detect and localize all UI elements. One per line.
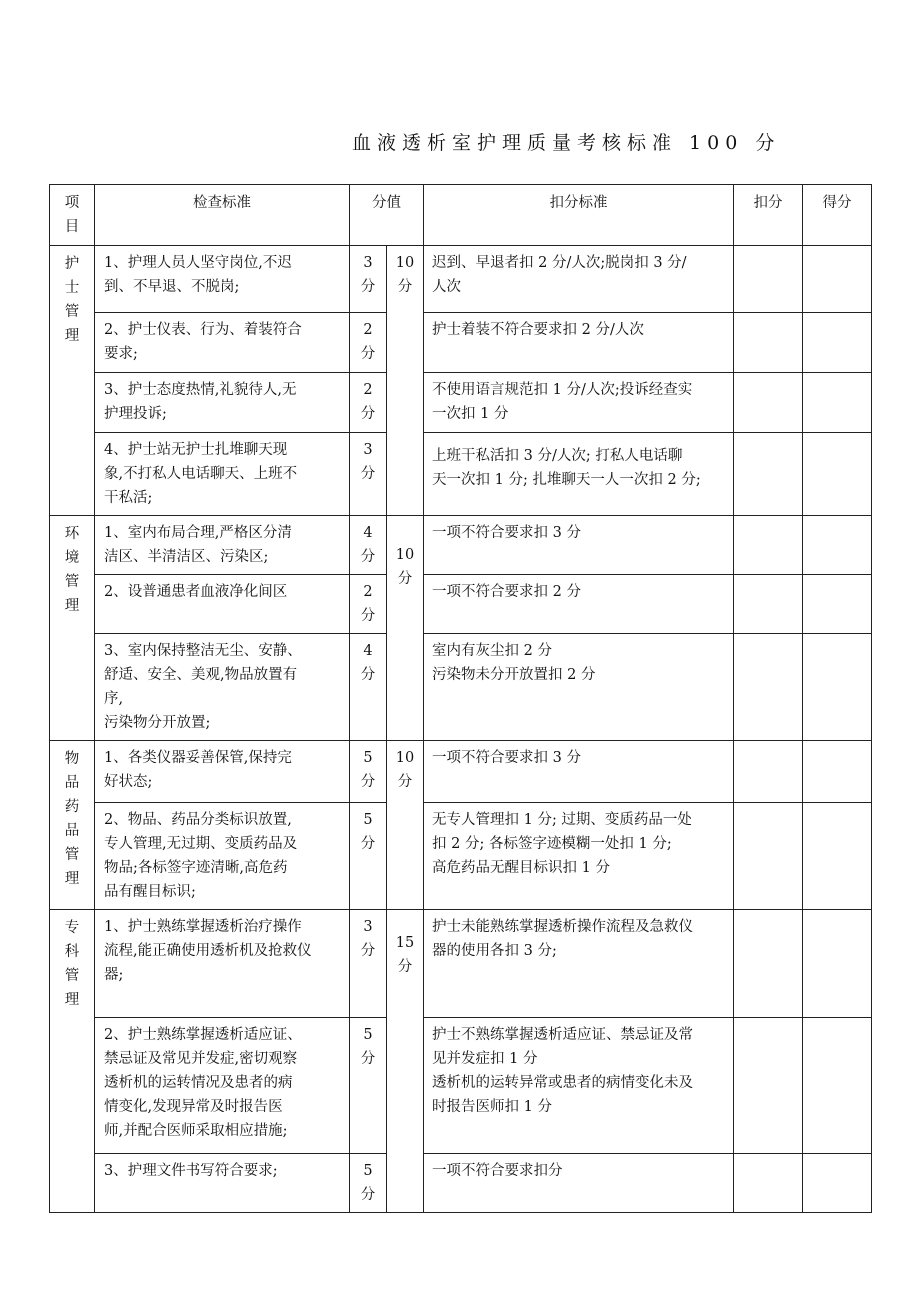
deducted-input-cell[interactable] — [734, 803, 803, 910]
deduction-cell: 护士着装不符合要求扣 2 分/人次 — [424, 313, 734, 373]
deducted-input-cell[interactable] — [734, 516, 803, 575]
score-cell: 5 分 — [350, 1018, 387, 1154]
section-name: 环 境 管 理 — [50, 516, 95, 741]
deducted-input-cell[interactable] — [734, 1018, 803, 1154]
deduction-cell: 一项不符合要求扣 3 分 — [424, 741, 734, 803]
deducted-input-cell[interactable] — [734, 741, 803, 803]
gained-input-cell[interactable] — [803, 313, 872, 373]
gained-input-cell[interactable] — [803, 433, 872, 516]
standard-cell: 4、护士站无护士扎堆聊天现 象,不打私人电话聊天、上班不 干私活; — [95, 433, 350, 516]
header-standard: 检查标准 — [95, 185, 350, 246]
standard-cell: 2、设普通患者血液净化间区 — [95, 575, 350, 634]
standard-cell: 1、各类仪器妥善保管,保持完 好状态; — [95, 741, 350, 803]
standard-cell: 2、护士仪表、行为、着装符合 要求; — [95, 313, 350, 373]
deducted-input-cell[interactable] — [734, 433, 803, 516]
table-row — [50, 433, 872, 516]
score-cell: 4 分 — [350, 516, 387, 575]
deducted-input-cell[interactable] — [734, 575, 803, 634]
deduction-cell: 护士不熟练掌握透析适应证、禁忌证及常 见并发症扣 1 分 透析机的运转异常或患者的病情变化未及 时报告医师扣 1 分 — [424, 1018, 734, 1154]
table-row — [50, 516, 872, 575]
gained-input-cell[interactable] — [803, 1018, 872, 1154]
table-row — [50, 313, 872, 373]
score-cell: 3 分 — [350, 910, 387, 1018]
table-row — [50, 1018, 872, 1154]
deducted-input-cell[interactable] — [734, 246, 803, 313]
standard-cell: 3、室内保持整洁无尘、安静、 舒适、安全、美观,物品放置有 序, 污染物分开放置; — [95, 634, 350, 741]
gained-input-cell[interactable] — [803, 634, 872, 741]
gained-input-cell[interactable] — [803, 373, 872, 433]
table-row — [50, 803, 872, 910]
deduction-cell: 一项不符合要求扣 2 分 — [424, 575, 734, 634]
header-row — [50, 185, 872, 246]
deduction-cell: 不使用语言规范扣 1 分/人次;投诉经查实 一次扣 1 分 — [424, 373, 734, 433]
standard-cell: 1、室内布局合理,严格区分清 洁区、半清洁区、污染区; — [95, 516, 350, 575]
score-cell: 2 分 — [350, 373, 387, 433]
table-row — [50, 373, 872, 433]
deduction-cell: 无专人管理扣 1 分; 过期、变质药品一处 扣 2 分; 各标签字迹模糊一处扣 1 分; 高危药品无醒目标识扣 1 分 — [424, 803, 734, 910]
score-cell: 3 分 — [350, 433, 387, 516]
gained-input-cell[interactable] — [803, 516, 872, 575]
table-row — [50, 634, 872, 741]
deduction-cell: 室内有灰尘扣 2 分 污染物未分开放置扣 2 分 — [424, 634, 734, 741]
header-deducted: 扣分 — [734, 185, 803, 246]
section-total: 15 分 — [387, 910, 424, 1213]
gained-input-cell[interactable] — [803, 246, 872, 313]
score-cell: 5 分 — [350, 1154, 387, 1213]
standard-cell: 3、护理文件书写符合要求; — [95, 1154, 350, 1213]
section-name: 护 士 管 理 — [50, 246, 95, 516]
table-row — [50, 741, 872, 803]
section-name: 物 品 药 品 管 理 — [50, 741, 95, 910]
standard-cell: 1、护理人员人坚守岗位,不迟 到、不早退、不脱岗; — [95, 246, 350, 313]
gained-input-cell[interactable] — [803, 910, 872, 1018]
header-gained: 得分 — [803, 185, 872, 246]
score-cell: 5 分 — [350, 803, 387, 910]
section-name: 专 科 管 理 — [50, 910, 95, 1213]
standard-cell: 1、护士熟练掌握透析治疗操作 流程,能正确使用透析机及抢救仪 器; — [95, 910, 350, 1018]
deduction-cell: 上班干私活扣 3 分/人次; 打私人电话聊 天一次扣 1 分; 扎堆聊天一人一次扣 2 分; — [424, 433, 734, 516]
standard-cell: 2、护士熟练掌握透析适应证、 禁忌证及常见并发症,密切观察 透析机的运转情况及患者的病 情变化,发现异常及时报告医 师,并配合医师采取相应措施; — [95, 1018, 350, 1154]
standard-cell: 2、物品、药品分类标识放置, 专人管理,无过期、变质药品及 物品;各标签字迹清晰,高危药 品有醒目标识; — [95, 803, 350, 910]
table-row — [50, 246, 872, 313]
score-cell: 4 分 — [350, 634, 387, 741]
section-total: 10 分 — [387, 516, 424, 741]
deduction-cell: 一项不符合要求扣分 — [424, 1154, 734, 1213]
deducted-input-cell[interactable] — [734, 1154, 803, 1213]
table-row — [50, 575, 872, 634]
score-cell: 3 分 — [350, 246, 387, 313]
deduction-cell: 一项不符合要求扣 3 分 — [424, 516, 734, 575]
deduction-cell: 迟到、早退者扣 2 分/人次;脱岗扣 3 分/ 人次 — [424, 246, 734, 313]
gained-input-cell[interactable] — [803, 741, 872, 803]
header-item: 项 目 — [50, 185, 95, 246]
score-cell: 5 分 — [350, 741, 387, 803]
gained-input-cell[interactable] — [803, 803, 872, 910]
score-cell: 2 分 — [350, 575, 387, 634]
deducted-input-cell[interactable] — [734, 910, 803, 1018]
table-row — [50, 910, 872, 1018]
section-total: 10 分 — [387, 246, 424, 516]
score-cell: 2 分 — [350, 313, 387, 373]
deducted-input-cell[interactable] — [734, 634, 803, 741]
section-total: 10 分 — [387, 741, 424, 910]
gained-input-cell[interactable] — [803, 1154, 872, 1213]
header-score: 分值 — [350, 185, 424, 246]
table-row — [50, 1154, 872, 1213]
deduction-cell: 护士未能熟练掌握透析操作流程及急救仪 器的使用各扣 3 分; — [424, 910, 734, 1018]
page-title: 血液透析室护理质量考核标准 100 分 — [352, 132, 781, 154]
deducted-input-cell[interactable] — [734, 313, 803, 373]
standard-cell: 3、护士态度热情,礼貌待人,无 护理投诉; — [95, 373, 350, 433]
deducted-input-cell[interactable] — [734, 373, 803, 433]
gained-input-cell[interactable] — [803, 575, 872, 634]
assessment-table — [49, 184, 872, 1213]
header-deduction: 扣分标准 — [424, 185, 734, 246]
